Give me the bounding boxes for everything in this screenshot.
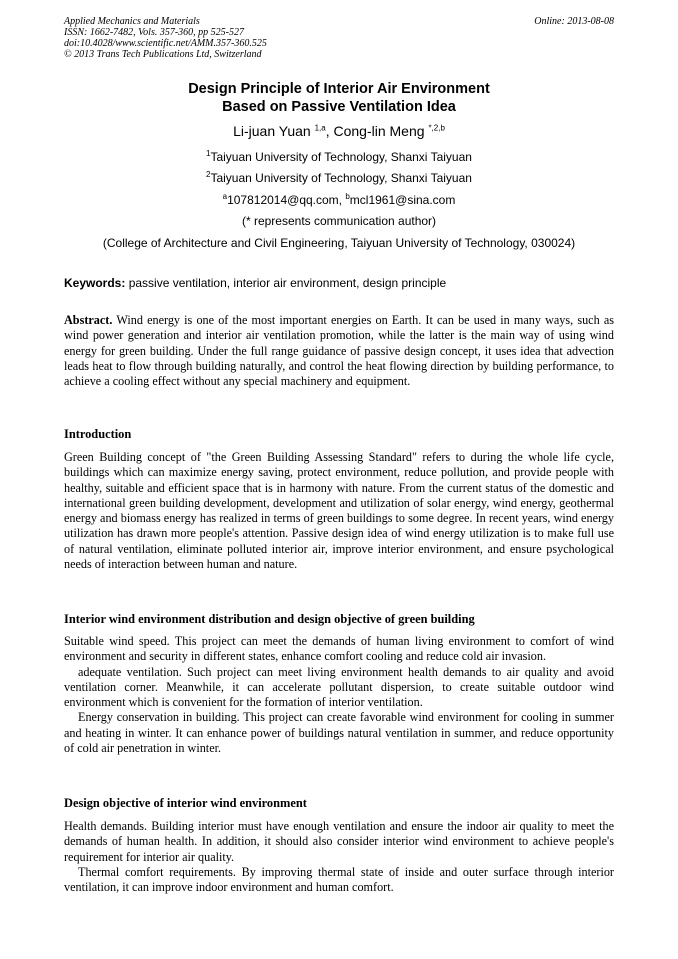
section-2-body — [64, 634, 614, 756]
abstract-label: Abstract. — [64, 313, 113, 327]
author-2: Cong-lin Meng — [333, 123, 425, 139]
section-2-paragraph-1: Suitable wind speed. This project can meet the demands of human living environment to comfort of wind environment and security in different states, enhance comfort cooling and reduce cold air invasion. — [64, 634, 614, 664]
title-line-1: Design Principle of Interior Air Environment — [188, 81, 490, 97]
email-b-mark: b — [345, 192, 350, 201]
author-1-affiliation-mark: 1,a — [314, 123, 326, 133]
keywords-text: passive ventilation, interior air environment, design principle — [125, 276, 447, 290]
keywords — [64, 276, 624, 291]
author-2-affiliation-mark: *,2,b — [428, 123, 445, 133]
affiliation-1-text: Taiyuan University of Technology, Shanxi Taiyuan — [210, 150, 472, 164]
journal-header — [64, 16, 267, 60]
abstract — [64, 313, 614, 389]
author-emails — [0, 193, 678, 208]
email-a: 107812014@qq.com, — [227, 193, 346, 207]
journal-name: Applied Mechanics and Materials — [64, 16, 200, 27]
section-3-paragraph-1: Health demands. Building interior must have enough ventilation and ensure the indoor air quality to meet the demands of human health. In addition, it should also consider interior wind environment to achieve people's requirement for interior air quality. — [64, 819, 614, 864]
author-1: Li-juan Yuan — [233, 123, 311, 139]
introduction-body — [64, 450, 614, 572]
affiliation-2-text: Taiyuan University of Technology, Shanxi Taiyuan — [210, 171, 472, 185]
issn-line: ISSN: 1662-7482, Vols. 357-360, pp 525-527 — [64, 27, 244, 38]
corresponding-author-note: (* represents communication author) — [241, 214, 437, 228]
section-2-paragraph-2: adequate ventilation. Such project can meet living environment health demands to air quality and avoid ventilation corner. Meanwhile, it can accelerate pollutant dispersion, to create suitable outdoor wind environment which is convenient for the formation of interior ventilation. — [64, 664, 614, 710]
section-3-paragraph-2: Thermal comfort requirements. By improving thermal state of inside and outer surface through interior ventilation, it can improve indoor environment and human comfort. — [64, 864, 614, 895]
paper-title — [0, 80, 678, 116]
introduction-paragraph: Green Building concept of "the Green Building Assessing Standard" refers to during the whole life cycle, buildings which can maximize energy saving, protect environment, reduce pollution, and provide people with healthy, suitable and efficient space that is in harmony with nature. From the current status of the domestic and international green building development, development and utilization of solar energy, wind energy, geothermal energy and biomass energy has realized in terms of green buildings to some degree. In recent years, wind energy utilization has drawn more people's attention. Passive design idea of wind energy utilization is to make full use of natural ventilation, eliminate polluted interior air, improve interior environment, and ensure psychological needs of interaction between human and nature. — [64, 450, 614, 572]
abstract-text: Wind energy is one of the most important energies on Earth. It can be used in many ways, such as wind power generation and interior air ventilation promotion, while the latter is the main way of using wind energy for green building. Under the full range guidance of passive design concept, it uses idea that advection leads heat to flow through building naturally, and control the heat flowing direction by building performance, to achieve a cooling effect without any special machinery and equipment. — [64, 313, 614, 389]
section-2-paragraph-3: Energy conservation in building. This project can create favorable wind environment for cooling in summer and heating in winter. It can enhance power of buildings natural ventilation in summer, and reduce opportunity of cold air penetration in winter. — [64, 710, 614, 756]
email-b: mcl1961@sina.com — [349, 193, 456, 207]
affiliation-1 — [0, 150, 678, 165]
college-affiliation: (College of Architecture and Civil Engineering, Taiyuan University of Technology, 030024) — [102, 236, 576, 250]
affiliation-2 — [0, 171, 678, 186]
author-separator: , — [325, 123, 334, 139]
keywords-label: Keywords: — [64, 276, 126, 290]
email-a-mark: a — [222, 192, 228, 201]
title-line-2: Based on Passive Ventilation Idea — [222, 99, 456, 115]
section-3-heading: Design objective of interior wind environment — [64, 796, 307, 810]
author-list — [0, 122, 678, 140]
copyright-line: © 2013 Trans Tech Publications Ltd, Switzerland — [64, 49, 262, 60]
introduction-heading: Introduction — [64, 427, 132, 441]
online-date: Online: 2013-08-08 — [534, 16, 614, 27]
doi-line: doi:10.4028/www.scientific.net/AMM.357-360.525 — [64, 38, 267, 49]
section-3-body — [64, 819, 614, 895]
affiliation-1-mark: 1 — [206, 149, 211, 158]
section-2-heading: Interior wind environment distribution and design objective of green building — [64, 612, 475, 626]
affiliation-2-mark: 2 — [206, 170, 211, 179]
